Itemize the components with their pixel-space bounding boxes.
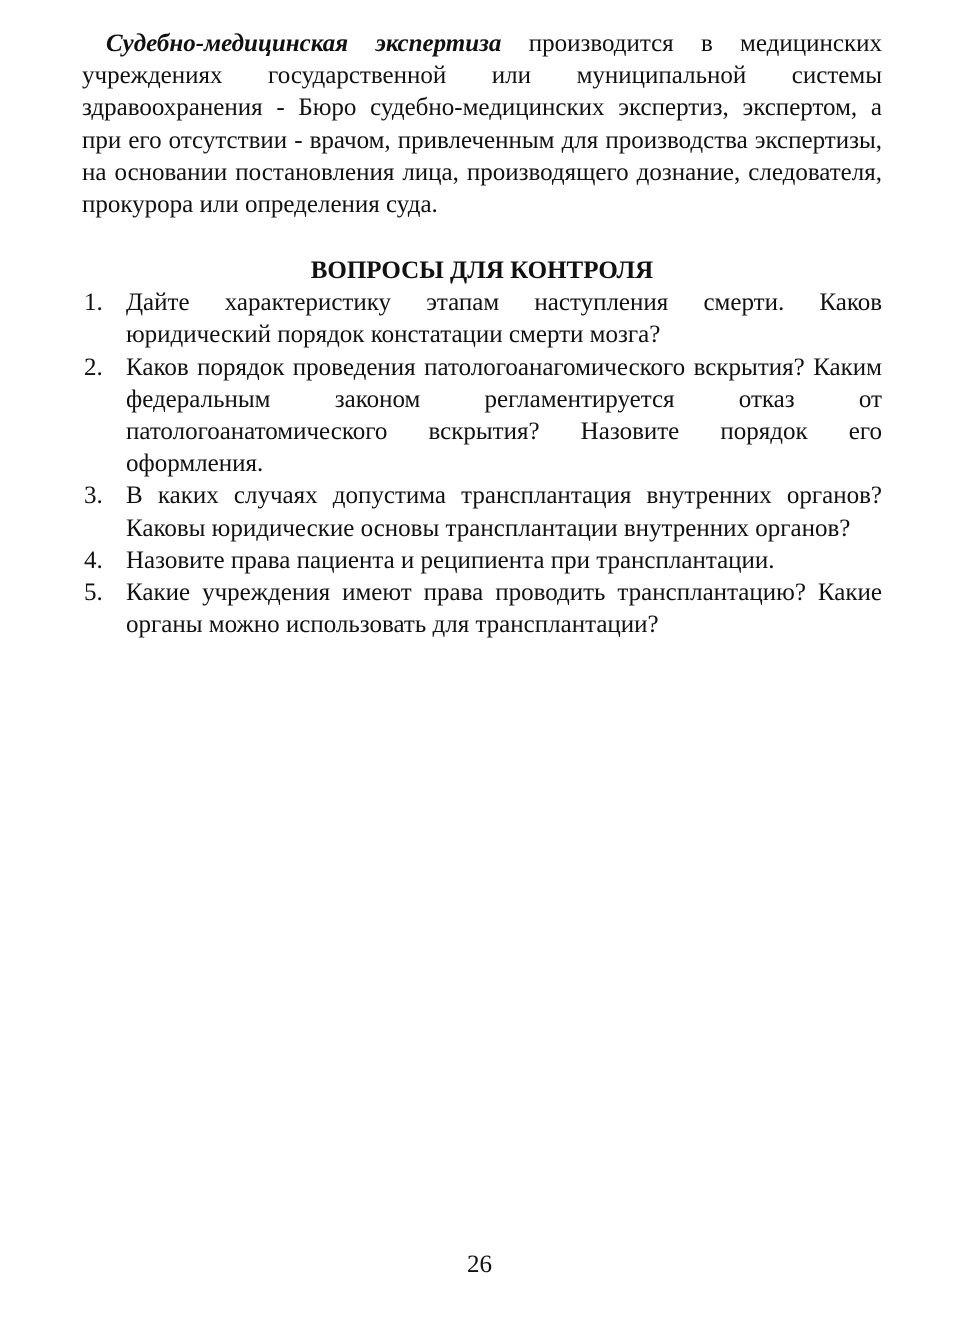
question-item bbox=[82, 287, 882, 351]
intro-text: производится в медицинских учреждениях государственной или муниципальной системы здравоохранения - Бюро судебно-медицинских экспертиз, экспертом, а при его отсутствии - врачом, привлеченным для производства экспертизы, на основании постановления лица, производящего дознание, следователя, прокурора или определения суда. bbox=[82, 30, 882, 219]
intro-term: Судебно-медицинская экспертиза bbox=[106, 30, 502, 57]
question-item bbox=[82, 577, 882, 641]
page-content bbox=[82, 28, 882, 641]
question-number: 2. bbox=[84, 353, 103, 381]
intro-paragraph bbox=[82, 28, 882, 221]
page-number: 26 bbox=[467, 1251, 492, 1278]
question-number: 1. bbox=[84, 289, 103, 317]
question-number: 5. bbox=[84, 579, 103, 607]
questions-list bbox=[82, 287, 882, 641]
question-number: 4. bbox=[84, 546, 103, 574]
question-number: 3. bbox=[84, 482, 103, 510]
question-text: Дайте характеристику этапам наступления смерти. Каков юридический порядок констатации смерти мозга? bbox=[126, 289, 882, 349]
question-item bbox=[82, 352, 882, 481]
question-text: В каких случаях допустима трансплантация внутренних органов? Каковы юридические основы трансплантации внутренних органов? bbox=[126, 482, 882, 542]
question-text: Каков порядок проведения патологоанагомического вскрытия? Каким федеральным законом регламентируется отказ от патологоанатомического вскрытия? Назовите порядок его оформления. bbox=[126, 353, 882, 478]
question-text: Назовите права пациента и реципиента при трансплантации. bbox=[126, 546, 775, 574]
question-text: Какие учреждения имеют права проводить трансплантацию? Какие органы можно использовать для трансплантации? bbox=[126, 579, 882, 639]
section-title: ВОПРОСЫ ДЛЯ КОНТРОЛЯ bbox=[310, 257, 654, 285]
question-item bbox=[82, 545, 882, 577]
question-item bbox=[82, 480, 882, 544]
